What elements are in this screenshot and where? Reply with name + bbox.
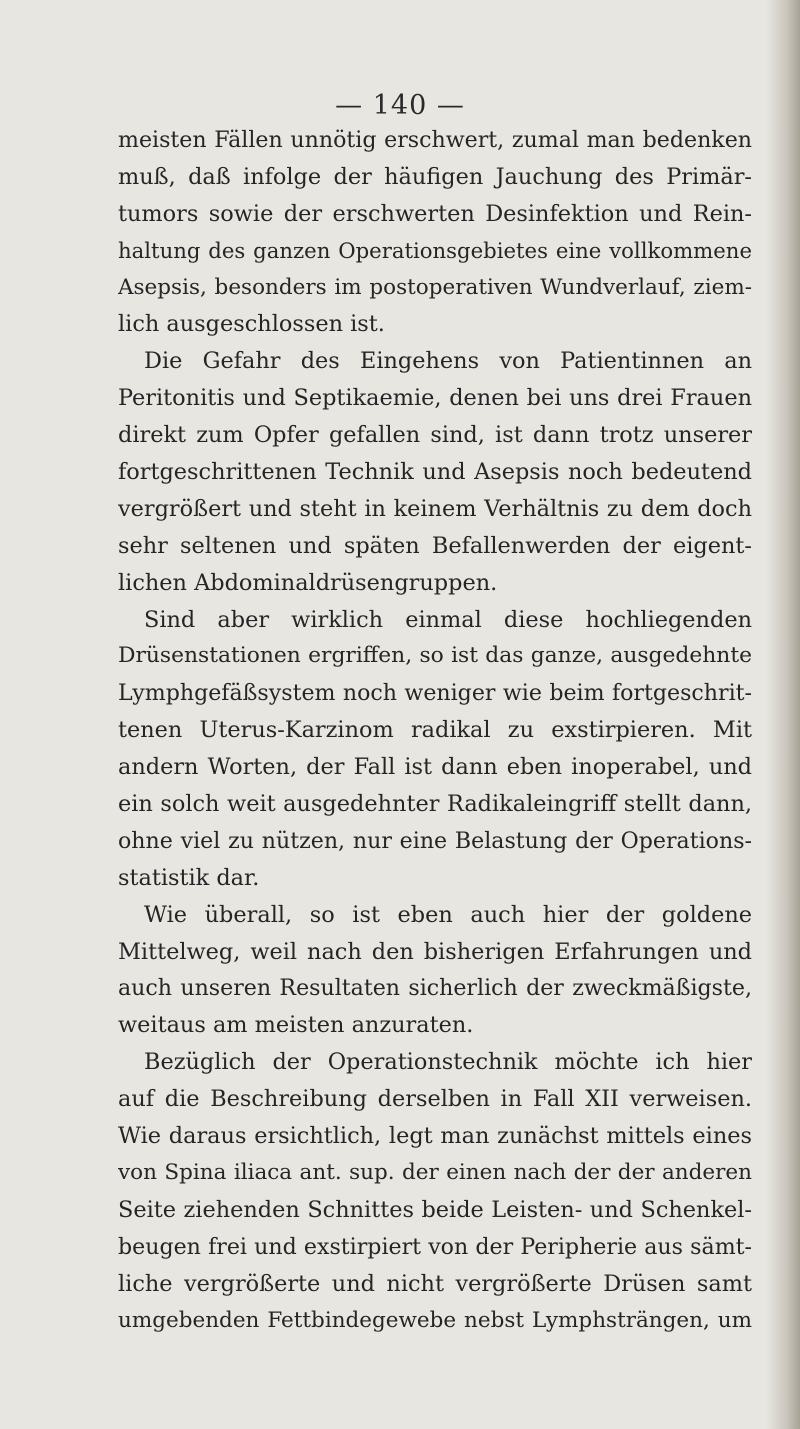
text-line: tumors sowie der erschwerten Desinfektion und Rein- bbox=[118, 200, 752, 227]
text-line: Mittelweg, weil nach den bisherigen Erfahrungen und bbox=[118, 938, 752, 965]
text-line: haltung des ganzen Operationsgebietes eine vollkommene bbox=[118, 237, 752, 263]
text-line: andern Worten, der Fall ist dann eben inoperabel, und bbox=[118, 754, 752, 781]
text-line: Asepsis, besonders im postoperativen Wundverlauf, ziem- bbox=[118, 274, 752, 300]
text-line: auch unseren Resultaten sicherlich der zweckmäßigste, bbox=[118, 975, 752, 1002]
text-line: Bezüglich der Operationstechnik möchte ich hier bbox=[144, 1049, 752, 1076]
text-line: meisten Fällen unnötig erschwert, zumal man bedenken bbox=[118, 127, 752, 153]
text-line: Die Gefahr des Eingehens von Patientinnen an bbox=[144, 348, 752, 375]
text-line: liche vergrößerte und nicht vergrößerte Drüsen samt bbox=[118, 1270, 752, 1297]
text-line: ein solch weit ausgedehnter Radikaleingriff stellt dann, bbox=[118, 791, 752, 818]
text-line: beugen frei und exstirpiert von der Peripherie aus sämt- bbox=[118, 1233, 752, 1260]
text-line: lichen Abdominaldrüsengruppen. bbox=[118, 569, 498, 596]
text-line: weitaus am meisten anzuraten. bbox=[118, 1012, 474, 1039]
body-text bbox=[118, 122, 752, 1339]
text-line: umgebenden Fettbindegewebe nebst Lymphsträngen, um bbox=[118, 1307, 752, 1333]
text-line: auf die Beschreibung derselben in Fall XII verweisen. bbox=[118, 1086, 752, 1113]
text-line: Wie überall, so ist eben auch hier der goldene bbox=[144, 901, 752, 928]
text-line: tenen Uterus-Karzinom radikal zu exstirpieren. Mit bbox=[118, 717, 752, 744]
text-line: Lymphgefäßsystem noch weniger wie beim fortgeschrit- bbox=[118, 680, 752, 707]
text-line: statistik dar. bbox=[118, 864, 260, 891]
text-line: Seite ziehenden Schnittes beide Leisten- und Schenkel- bbox=[118, 1196, 752, 1223]
scan-edge-shadow bbox=[766, 0, 800, 1429]
text-line: sehr seltenen und späten Befallenwerden der eigent- bbox=[118, 532, 752, 559]
text-line: Wie daraus ersichtlich, legt man zunächst mittels eines bbox=[118, 1123, 752, 1150]
text-line: ohne viel zu nützen, nur eine Belastung der Operations- bbox=[118, 827, 752, 854]
text-line: lich ausgeschlossen ist. bbox=[118, 311, 385, 338]
text-line: Drüsenstationen ergriffen, so ist das ganze, ausgedehnte bbox=[118, 643, 752, 669]
text-line: von Spina iliaca ant. sup. der einen nach der der anderen bbox=[118, 1159, 752, 1185]
page-number-header: — 140 — bbox=[335, 90, 465, 121]
text-line: Peritonitis und Septikaemie, denen bei uns drei Frauen bbox=[118, 385, 752, 412]
text-line: vergrößert und steht in keinem Verhältnis zu dem doch bbox=[118, 495, 752, 522]
text-line: fortgeschrittenen Technik und Asepsis noch bedeutend bbox=[118, 459, 752, 486]
text-line: direkt zum Opfer gefallen sind, ist dann trotz unserer bbox=[118, 422, 752, 449]
text-line: muß, daß infolge der häufigen Jauchung des Primär- bbox=[118, 163, 752, 190]
text-line: Sind aber wirklich einmal diese hochliegenden bbox=[144, 606, 752, 633]
